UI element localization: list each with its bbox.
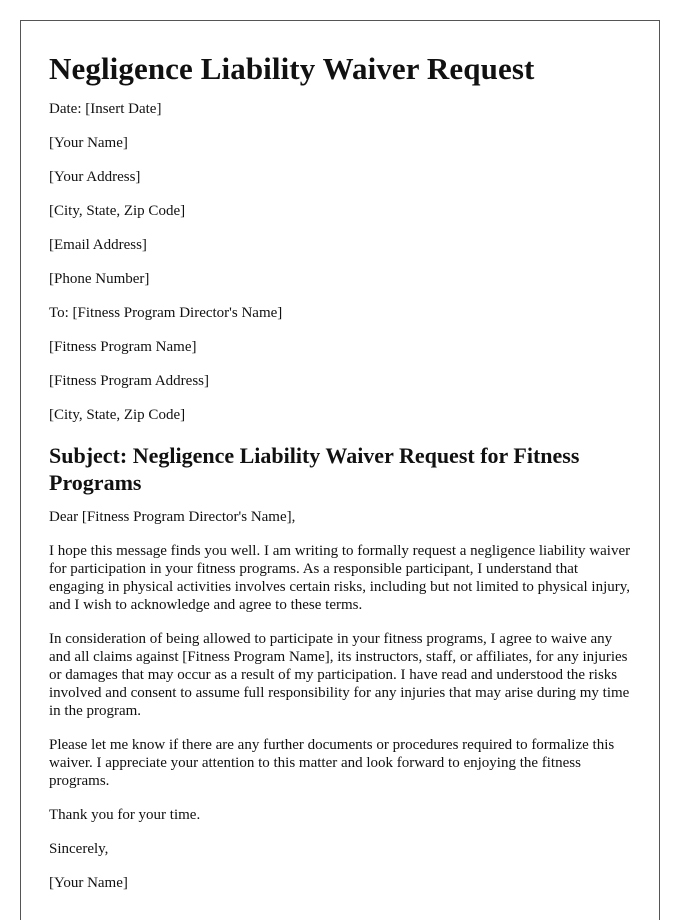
page-title: Negligence Liability Waiver Request <box>49 51 535 86</box>
sender-name: [Your Name] <box>49 135 128 151</box>
thanks-line: Thank you for your time. <box>49 807 201 823</box>
body-paragraph-2: In consideration of being allowed to participate in your fitness programs, I agree to waive any and all claims against [Fitness Program Name], its instructors, staff, or affiliates, for any injuries or damages that may occur as a result of my participation. I have read and understood the risks involved and consent to assume full responsibility for any injuries that may arise during my time in the program. <box>49 631 630 719</box>
recipient-program-name: [Fitness Program Name] <box>49 339 197 355</box>
recipient-program-address: [Fitness Program Address] <box>49 373 209 389</box>
sender-email: [Email Address] <box>49 237 147 253</box>
sender-address: [Your Address] <box>49 169 141 185</box>
recipient-city-state-zip: [City, State, Zip Code] <box>49 407 186 423</box>
signature-name: [Your Name] <box>49 875 128 891</box>
sender-phone: [Phone Number] <box>49 271 150 287</box>
closing-line: Sincerely, <box>49 841 109 857</box>
subject-heading: Subject: Negligence Liability Waiver Request for Fitness Programs <box>49 443 580 495</box>
body-paragraph-3: Please let me know if there are any further documents or procedures required to formalize this waiver. I appreciate your attention to this matter and look forward to enjoying the fitness programs. <box>49 737 615 789</box>
letter-page <box>20 20 660 920</box>
salutation: Dear [Fitness Program Director's Name], <box>49 509 296 525</box>
sender-city-state-zip: [City, State, Zip Code] <box>49 203 186 219</box>
body-paragraph-1: I hope this message finds you well. I am writing to formally request a negligence liability waiver for participation in your fitness programs. As a responsible participant, I understand that engaging in physical activities involves certain risks, including but not limited to physical injury, and I wish to acknowledge and agree to these terms. <box>49 543 631 613</box>
date-line: Date: [Insert Date] <box>49 101 162 117</box>
recipient-to-line: To: [Fitness Program Director's Name] <box>49 305 283 321</box>
